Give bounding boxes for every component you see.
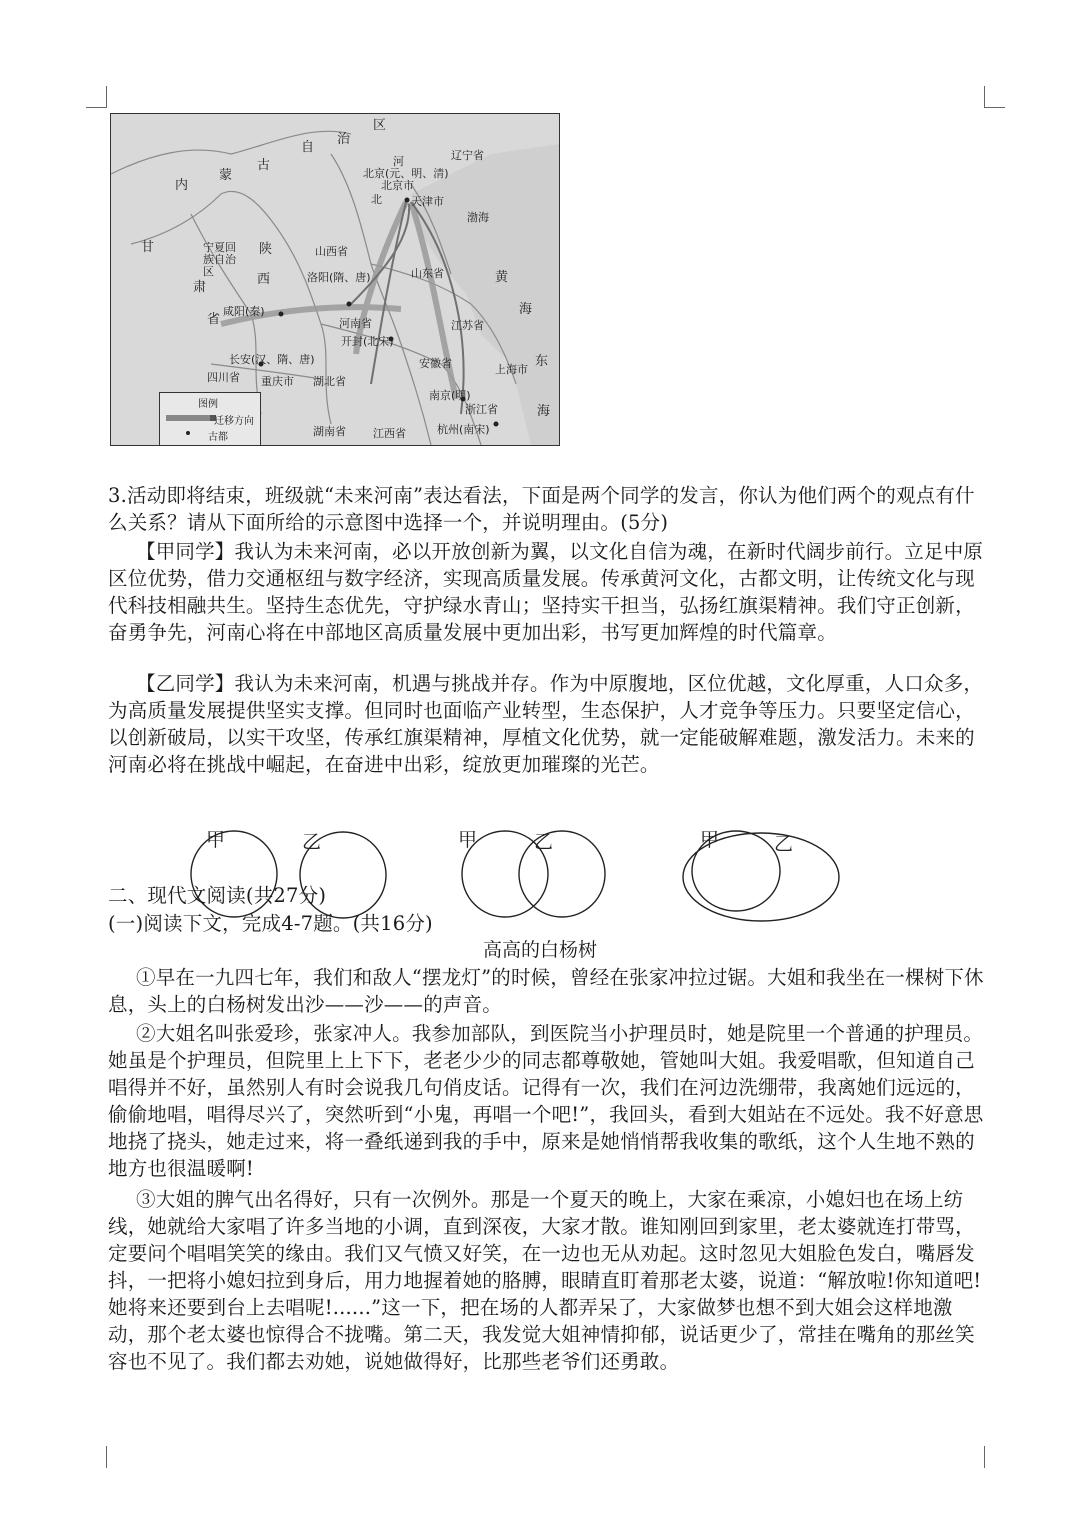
capital-migration-map	[110, 113, 560, 446]
map-label: 肃	[193, 280, 207, 295]
map-label: 甘	[141, 240, 155, 255]
diagram-b-label-jia: 甲	[458, 829, 478, 851]
map-label: 长安(汉、隋、唐)	[229, 353, 315, 366]
question-3-prompt: 3.活动即将结束，班级就“未来河南”表达看法，下面是两个同学的发言，你认为他们两个的观点有什么关系？请从下面所给的示意图中选择一个，并说明理由。(5分)	[108, 484, 975, 534]
section-subheading: (一)阅读下文，完成4-7题。(共16分)	[108, 912, 433, 935]
paragraph-3: ③大姐的脾气出名得好，只有一次例外。那是一个夏天的晚上，大家在乘凉，小媳妇也在场上纺线，她就给大家唱了许多当地的小调，直到深夜，大家才散。谁知刚回到家里，老太婆就连打带骂，定要问个唱唱笑笑的缘由。我们又气愤又好笑，在一边也无从劝起。这时忽见大姐脸色发白，嘴唇发抖，一把将小媳妇拉到身后，用力地握着她的胳膊，眼睛直盯着那老太婆，说道：“解放啦!你知道吧!她将来还要到台上去唱呢!......”这一下，把在场的人都弄呆了，大家做梦也想不到大姐会这样地激动，那个老太婆也惊得合不拢嘴。第二天，我发觉大姐神情抑郁，说话更少了，常挂在嘴角的那丝笑容也不见了。我们都去劝她，说她做得好，比那些老爷们还勇敢。	[108, 1188, 982, 1373]
crop-mark-top-right-h	[985, 107, 1005, 108]
map-label: 蒙	[219, 168, 233, 183]
paragraph-2: ②大姐名叫张爱珍，张家冲人。我参加部队，到医院当小护理员时，她是院里一个普通的护理员。她虽是个护理员，但院里上上下下，老老少少的同志都尊敬她，管她叫大姐。我爱唱歌，但知道自己唱得并不好，虽然别人有时会说我几句俏皮话。记得有一次，我们在河边洗绷带，我离她们远远的，偷偷地唱，唱得尽兴了，突然听到“小鬼，再唱一个吧!”，我回头，看到大姐站在不远处。我不好意思地挠了挠头，她走过来，将一叠纸递到我的手中，原来是她悄悄帮我收集的歌纸，这个人生地不熟的地方也很温暖啊!	[108, 1022, 984, 1180]
crop-mark-bottom-right	[984, 1446, 985, 1468]
map-label: 山东省	[411, 267, 444, 280]
map-label: 安徽省	[419, 357, 452, 370]
map-label: 咸阳(秦)	[223, 305, 265, 318]
section-heading: 二、现代文阅读(共27分)	[108, 884, 327, 907]
legend-dot-label: 古都	[208, 432, 228, 443]
legend-arrow-label: 迁移方向	[214, 416, 254, 427]
legend-title: 图例	[198, 399, 218, 410]
map-label: 黄	[495, 270, 509, 285]
map-label: 河南省	[339, 317, 372, 330]
crop-mark-bottom-left	[106, 1446, 107, 1468]
map-label: 杭州(南宋)	[437, 423, 490, 436]
article-title: 高高的白杨树	[482, 939, 597, 961]
map-legend	[159, 392, 261, 446]
map-label: 江西省	[373, 427, 406, 440]
map-label: 古	[257, 158, 271, 173]
map-label: 自	[301, 140, 315, 155]
map-label: 海	[519, 302, 533, 317]
map-label: 省	[207, 312, 221, 327]
map-label: 湖南省	[313, 425, 346, 438]
map-label: 天津市	[411, 195, 444, 208]
map-label: 宁夏回族自治区	[203, 241, 236, 278]
crop-mark-top-left-h	[86, 107, 106, 108]
map-label: 四川省	[207, 371, 240, 384]
map-label: 西	[257, 272, 271, 287]
map-label: 开封(北宋)	[341, 335, 394, 348]
arrow-icon	[166, 415, 216, 421]
map-label: 东	[535, 354, 549, 369]
student-yi-statement: 【乙同学】我认为未来河南，机遇与挑战并存。作为中原腹地，区位优越，文化厚重，人口众多，为高质量发展提供坚实支撑。但同时也面临产业转型，生态保护，人才竞争等压力。只要坚定信心，以创新破局，以实干攻坚，传承红旗渠精神，厚植文化优势，就一定能破解难题，激发活力。未来的河南必将在挑战中崛起，在奋进中出彩，绽放更加璀璨的光芒。	[108, 672, 984, 776]
map-label: 南京(明)	[429, 389, 471, 402]
map-label: 上海市	[495, 363, 528, 376]
map-label: 海	[537, 404, 551, 419]
map-label: 辽宁省	[451, 149, 484, 162]
crop-mark-top-left	[106, 86, 107, 108]
paragraph-1: ①早在一九四七年，我们和敌人“摆龙灯”的时候，曾经在张家冲拉过锯。大姐和我坐在一棵树下休息，头上的白杨树发出沙——沙——的声音。	[108, 966, 984, 1016]
map-label: 北京市	[381, 179, 414, 192]
map-label: 北京(元、明、清)	[363, 167, 449, 180]
diagram-b-label-yi: 乙	[534, 831, 554, 853]
diagram-a-label-jia: 甲	[206, 829, 226, 851]
map-label: 陕	[259, 242, 273, 257]
diagram-c-label-yi: 乙	[774, 833, 794, 855]
crop-mark-top-right	[984, 86, 985, 108]
map-label: 北	[371, 193, 382, 206]
map-label: 江苏省	[451, 319, 484, 332]
map-label: 河	[393, 155, 404, 168]
map-label: 渤海	[467, 211, 489, 224]
diagram-c-label-jia: 甲	[700, 829, 720, 851]
diagram-a-label-yi: 乙	[302, 831, 322, 853]
map-label: 区	[373, 118, 387, 133]
map-label: 浙江省	[465, 403, 498, 416]
map-label: 湖北省	[313, 375, 346, 388]
dot-icon	[186, 431, 190, 435]
map-label: 重庆市	[261, 375, 294, 388]
student-jia-statement: 【甲同学】我认为未来河南，必以开放创新为翼，以文化自信为魂，在新时代阔步前行。立足中原区位优势，借力交通枢纽与数字经济，实现高质量发展。传承黄河文化，古都文明，让传统文化与现代科技相融共生。坚持生态优先，守护绿水青山；坚持实干担当，弘扬红旗渠精神。我们守正创新，奋勇争先，河南心将在中部地区高质量发展中更加出彩，书写更加辉煌的时代篇章。	[108, 540, 984, 644]
map-label: 洛阳(隋、唐)	[307, 271, 371, 284]
map-label: 治	[337, 132, 351, 147]
map-label: 山西省	[315, 245, 348, 258]
map-label: 内	[175, 178, 189, 193]
